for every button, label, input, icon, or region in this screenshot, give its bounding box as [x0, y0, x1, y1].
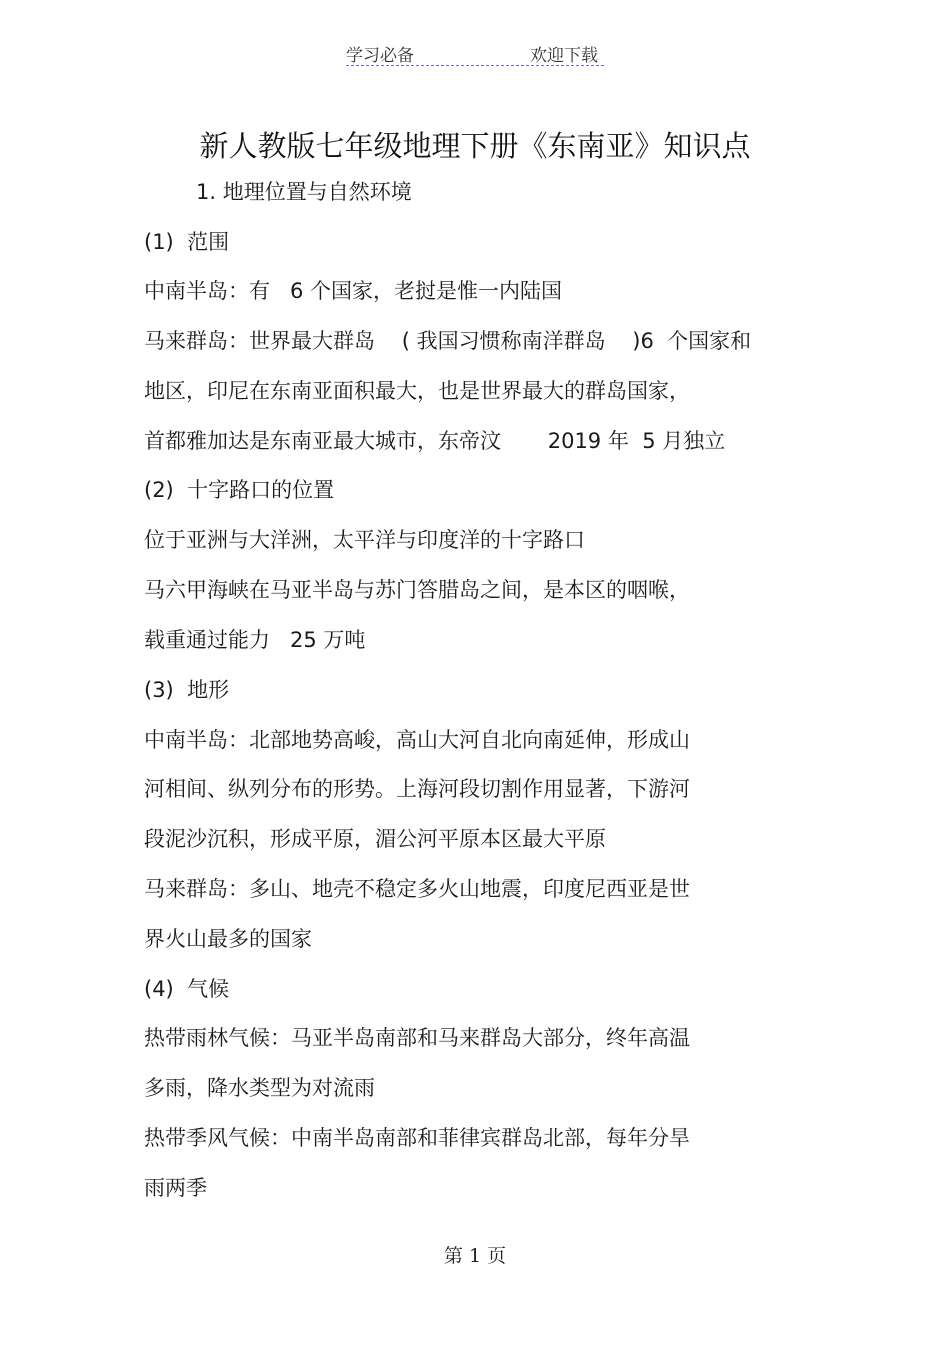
- paragraph-line: 地区，印尼在东南亚面积最大，也是世界最大的群岛国家，: [144, 379, 690, 403]
- paragraph-line: 马来群岛：多山、地壳不稳定多火山地震，印度尼西亚是世: [144, 877, 690, 901]
- paragraph-line: 载重通过能力 25 万吨: [144, 628, 366, 652]
- paragraph-line: 热带雨林气候：马亚半岛南部和马来群岛大部分，终年高温: [144, 1026, 690, 1050]
- paragraph-line: 中南半岛：北部地势高峻，高山大河自北向南延伸，形成山: [144, 728, 690, 752]
- subsection-heading: (1) 范围: [144, 230, 230, 254]
- paragraph-line: 多雨，降水类型为对流雨: [144, 1076, 375, 1100]
- subsection-heading: (2) 十字路口的位置: [144, 478, 335, 502]
- paragraph-line: 中南半岛：有 6 个国家，老挝是惟一内陆国: [144, 279, 563, 303]
- paragraph-line: 雨两季: [144, 1176, 207, 1200]
- subsection-heading: (4) 气候: [144, 977, 230, 1001]
- paragraph-line: 界火山最多的国家: [144, 927, 312, 951]
- document-title: 新人教版七年级地理下册《东南亚》知识点: [199, 129, 751, 163]
- page-number: 第 1 页: [443, 1245, 507, 1267]
- paragraph-line: 位于亚洲与大洋洲，太平洋与印度洋的十字路口: [144, 528, 585, 552]
- paragraph-line: 首都雅加达是东南亚最大城市，东帝汶 2019 年 5 月独立: [144, 429, 726, 453]
- header-right-text: 欢迎下载: [530, 46, 598, 66]
- page-header: [346, 40, 604, 66]
- paragraph-line: 马来群岛：世界最大群岛 ( 我国习惯称南洋群岛 )6 个国家和: [144, 329, 752, 353]
- section-heading: 1. 地理位置与自然环境: [196, 180, 412, 204]
- paragraph-line: 热带季风气候：中南半岛南部和菲律宾群岛北部，每年分旱: [144, 1126, 690, 1150]
- header-left-text: 学习必备: [346, 46, 414, 66]
- paragraph-line: 马六甲海峡在马亚半岛与苏门答腊岛之间，是本区的咽喉，: [144, 578, 690, 602]
- subsection-heading: (3) 地形: [144, 678, 230, 702]
- paragraph-line: 段泥沙沉积，形成平原，湄公河平原本区最大平原: [144, 827, 606, 851]
- paragraph-line: 河相间、纵列分布的形势。上海河段切割作用显著，下游河: [144, 777, 690, 801]
